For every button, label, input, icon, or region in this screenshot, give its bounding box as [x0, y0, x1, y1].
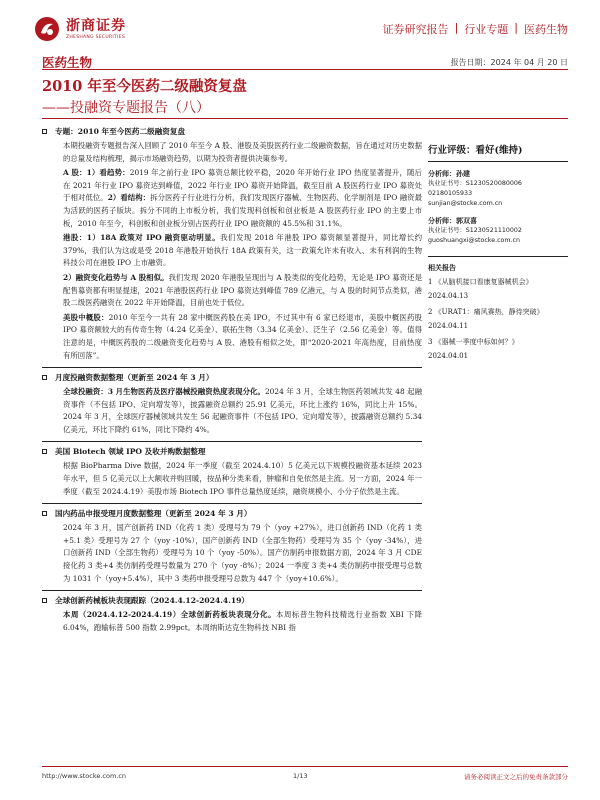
- analyst-name: 分析师：孙建: [428, 169, 470, 178]
- section-divider: [42, 503, 422, 504]
- section-drug-applications: [42, 507, 422, 585]
- website-link[interactable]: http://www.stocke.com.cn: [42, 772, 127, 780]
- bullet-square-icon: [42, 129, 47, 134]
- section-global-tracking: [42, 594, 422, 634]
- related-report-link[interactable]: 1 《从脑机接口看康复器械机会》 2024.04.13: [428, 278, 533, 300]
- related-report-link[interactable]: 2 《URAT1：痛风赛热，静待突破》 2024.04.11: [428, 308, 544, 330]
- section-heading: 国内药品申报受理月度数据整理（更新至 2024 年 3 月）: [55, 509, 252, 519]
- section-heading: 月度投融资数据整理（更新至 2024 年 3 月）: [55, 373, 214, 383]
- analyst-card: [428, 169, 568, 209]
- title-divider: [42, 118, 568, 119]
- zheshang-logo-icon: [34, 16, 60, 42]
- industry-rating: 行业评级：看好(维持): [428, 122, 568, 162]
- nav-separator: |: [454, 21, 459, 34]
- page-subtitle: ——投融资专题报告（八）: [42, 100, 210, 116]
- paragraph: 2）融资变化趋势与 A 股相似。我们发现 2020 年港股呈现出与 A 股类似的变化趋势，无论是 IPO 募资还是配售募资都有明显提速，2021 年港股医药行业 IPO 募资达到峰值 789 亿港元，与 A 股的时间节点类似，港股二级医药融资在 2022 年开始降温，目前也处于低位。: [63, 272, 422, 308]
- section-heading: 专题：2010 年至今医药二级融资复盘: [55, 127, 186, 136]
- analyst-phone: 02180105933: [428, 190, 473, 197]
- bullet-square-icon: [42, 511, 47, 516]
- nav-industry-topic: 行业专题: [464, 23, 509, 36]
- report-summary: [42, 122, 422, 634]
- section-divider: [42, 367, 422, 368]
- section-divider: [42, 590, 422, 591]
- paragraph: 美股中概股：2010 年至今一共有 28 家中概医药股在美 IPO，不过其中有 6 家已经退市，美股中概医药股 IPO 募资额较大的有传奇生物（4.24 亿美金）、联拓生物（3.34 亿美金）、泛生子（2.56 亿美金）等。值得注意的是，中概医药股的二级融资变化趋势与 A 股、港股有相似之处，即“2020-2021 年高热度，目前热度有所回落”。: [63, 312, 422, 360]
- header-divider: [42, 69, 568, 70]
- analyst-name: 分析师：郭双喜: [428, 216, 477, 225]
- paragraph: A 股：1）看趋势：2019 年之前行业 IPO 募资总额比较平稳，2020 年开始行业 IPO 热度显著提升，随后在 2021 年行业 IPO 募资达到峰值，2022 年行业 IPO 募资开始降温，截至目前 A 股医药行业 IPO 募资处于相对低位。2）看结构：拆分医药子行业进行分析，我们发现医疗器械、生物医药、化学制剂是 IPO 融资最为活跃的医药子版块。拆分不同的上市板分析，我们发现科创板和创业板是 A 股医药行业 IPO 的主要上市板，2010 年至今，科创板和创业板分别占医药行业 IPO 融资额的 45.5%和 31.1%。: [63, 168, 423, 228]
- analyst-license: 执业证书号：S1230520080006: [428, 180, 522, 187]
- report-category-nav: [383, 21, 568, 37]
- section-monthly-funding: [42, 371, 422, 436]
- section-us-biotech: [42, 445, 422, 498]
- bullet-square-icon: [42, 449, 47, 454]
- report-date: 报告日期：2024 年 04 月 20 日: [450, 58, 568, 67]
- page-title: 2010 年至今医药二级融资复盘: [42, 78, 247, 95]
- disclaimer-note: 请务必阅读正文之后的免责条款部分: [464, 773, 568, 781]
- paragraph: 本周（2024.4.12-2024.4.19）全球创新药板块表现分化。本周标普生物科技精选行业指数 XBI 下降 6.04%，跑输标普 500 指数 2.99pct。本周纳斯达克生物科技 NBI 指: [63, 610, 423, 632]
- analyst-email: sunjian@stocke.com.cn: [428, 200, 503, 207]
- analyst-email: guoshuangxi@stocke.com.cn: [428, 237, 520, 244]
- nav-research-report: 证券研究报告: [382, 23, 449, 36]
- nav-sector: 医药生物: [524, 23, 568, 36]
- section-topic: [42, 125, 422, 362]
- logo-name-en: ZHESHANG SECURITIES: [66, 34, 125, 40]
- paragraph: 根据 BioPharma Dive 数据，2024 年一季度（截至 2024.4.10）5 亿美元以下规模投融资基本延续 2023 年水平，但 5 亿美元以上大额收并购回暖，按品种分类来看，肿瘤和自免依然是主流。另一方面，2024 年一季度（截至 2024.4.19）美股市场 Biotech IPO 事件总量热度延续，融资规模小、小分子依然是主流。: [63, 461, 422, 496]
- paragraph: 港股：1）18A 政策对 IPO 融资驱动明显。我们发现 2018 年港股 IPO 募资额显著提升，同比增长约 379%，我们认为这或是受 2018 年港股开始执行 18A 政策有关，这一政策允许未有收入、未有利润的生物科技公司在港股 IPO 上市融资。: [63, 233, 422, 268]
- page-number: 1/13: [293, 772, 308, 780]
- section-heading: 全球创新药械板块表现跟踪（2024.4.12-2024.4.19）: [55, 596, 250, 606]
- paragraph: 本期投融资专题报告深入回顾了 2010 年至今 A 股、港股及美股医药行业二级融资数据，旨在通过对历史数据的总量及结构梳理，揭示市场融资趋势，以期为投资者提供决策参考。: [63, 141, 422, 163]
- sector-label: 医药生物: [42, 55, 93, 70]
- section-divider: [42, 441, 422, 442]
- analyst-card: [428, 216, 568, 246]
- paragraph: 2024 年 3 月，国产创新药 IND（化药 1 类）受理号为 79 个（yoy +27%），进口创新药 IND（化药 1 类+5.1 类）受理号为 27 个（yoy -10%），国产创新药 IND（全部生物药）受理号为 35 个（yoy -34%），进口创新药 IND（全部生物药）受理号为 10 个（yoy -50%）。国产仿制药申报数据方面，2024 年 3 月 CDE 接化药 3 类+4 类仿制药受理号数量为 270 个（yoy -8%）；2024 一季度 3 类+4 类仿制药申报受理号总数为 1031 个（yoy+5.4%），其中 3 类药申报受理号总数为 447 个（yoy+10.6%）。: [63, 523, 422, 583]
- logo-name-cn: 浙商证券: [66, 17, 126, 34]
- bullet-square-icon: [42, 375, 47, 380]
- related-report-link[interactable]: 3 《器械一季度中标如何？》 2024.04.01: [428, 338, 519, 360]
- nav-separator: |: [514, 21, 518, 34]
- analyst-license: 执业证书号：S1230521110002: [428, 227, 522, 234]
- related-reports-heading: 相关报告: [428, 256, 568, 273]
- section-heading: 美国 Biotech 领域 IPO 及收并购数据整理: [55, 447, 206, 457]
- paragraph: 全球投融资：3 月生物医药及医疗器械投融资热度表现分化。2024 年 3 月，全球生物医药领域共发 48 起融资事件（不包括 IPO、定向增发等），披露融资总额约 25.91 亿美元，环比上涨约 16%，同比上升 15%。2024 年 3 月，全球医疗器械领域共发生 56 起融资事件（不包括 IPO、定向增发等），披露融资总额约 5.34 亿美元，环比下降约 61%，同比下降约 4%。: [63, 387, 422, 434]
- sidebar: [428, 122, 568, 363]
- footer-divider: [42, 766, 568, 767]
- company-logo: [34, 14, 154, 44]
- bullet-square-icon: [42, 598, 47, 603]
